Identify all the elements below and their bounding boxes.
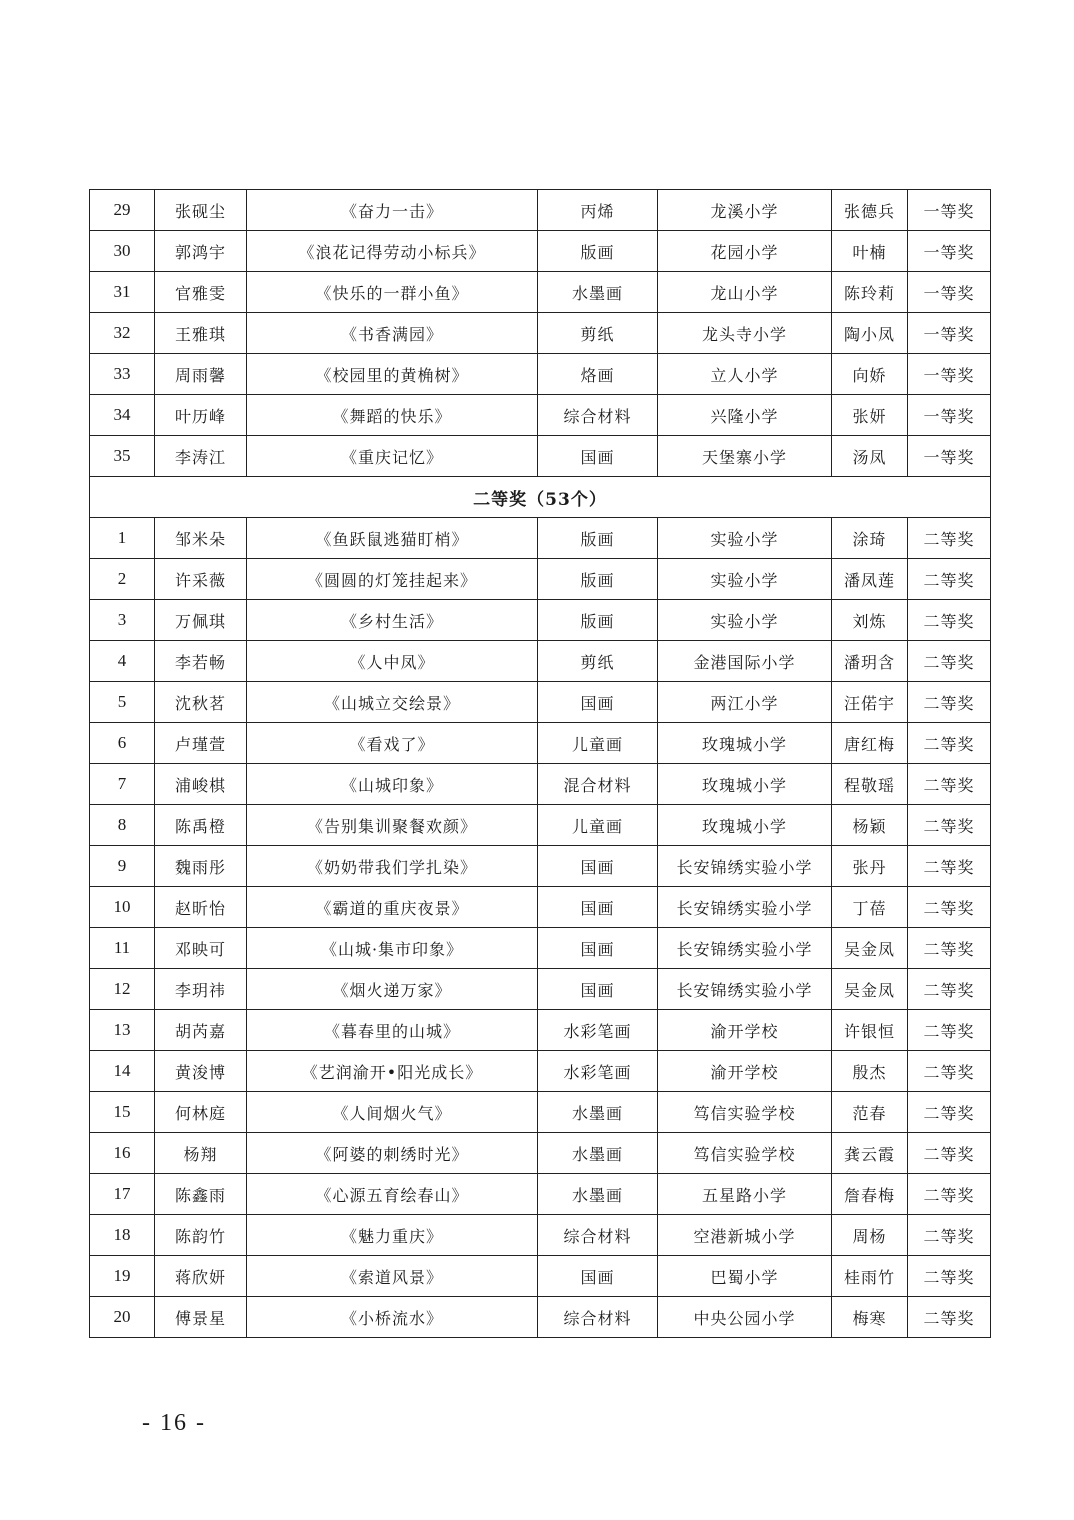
medium-cell: 水墨画 bbox=[538, 272, 658, 313]
school-cell: 玫瑰城小学 bbox=[658, 764, 832, 805]
student-name-cell: 李玥祎 bbox=[155, 969, 247, 1010]
award-level-cell: 二等奖 bbox=[908, 1051, 991, 1092]
medium-cell: 综合材料 bbox=[538, 395, 658, 436]
table-row bbox=[90, 1092, 991, 1133]
row-number-cell: 10 bbox=[90, 887, 155, 928]
teacher-cell: 许银恒 bbox=[832, 1010, 908, 1051]
table-row bbox=[90, 764, 991, 805]
page-number: - 16 - bbox=[142, 1410, 206, 1436]
school-cell: 立人小学 bbox=[658, 354, 832, 395]
row-number-cell: 33 bbox=[90, 354, 155, 395]
teacher-cell: 程敬瑶 bbox=[832, 764, 908, 805]
award-level-cell: 二等奖 bbox=[908, 928, 991, 969]
artwork-title-cell: 《乡村生活》 bbox=[247, 600, 538, 641]
teacher-cell: 龚云霞 bbox=[832, 1133, 908, 1174]
award-level-cell: 二等奖 bbox=[908, 764, 991, 805]
medium-cell: 综合材料 bbox=[538, 1297, 658, 1338]
student-name-cell: 魏雨彤 bbox=[155, 846, 247, 887]
school-cell: 五星路小学 bbox=[658, 1174, 832, 1215]
table-row bbox=[90, 436, 991, 477]
school-cell: 渝开学校 bbox=[658, 1051, 832, 1092]
row-number-cell: 13 bbox=[90, 1010, 155, 1051]
school-cell: 两江小学 bbox=[658, 682, 832, 723]
medium-cell: 剪纸 bbox=[538, 313, 658, 354]
artwork-title-cell: 《山城印象》 bbox=[247, 764, 538, 805]
award-level-cell: 二等奖 bbox=[908, 1297, 991, 1338]
medium-cell: 版画 bbox=[538, 559, 658, 600]
award-level-cell: 二等奖 bbox=[908, 682, 991, 723]
student-name-cell: 卢瑾萱 bbox=[155, 723, 247, 764]
student-name-cell: 周雨馨 bbox=[155, 354, 247, 395]
teacher-cell: 张丹 bbox=[832, 846, 908, 887]
school-cell: 中央公园小学 bbox=[658, 1297, 832, 1338]
row-number-cell: 8 bbox=[90, 805, 155, 846]
table-row bbox=[90, 518, 991, 559]
medium-cell: 国画 bbox=[538, 928, 658, 969]
table-row bbox=[90, 805, 991, 846]
artwork-title-cell: 《魅力重庆》 bbox=[247, 1215, 538, 1256]
row-number-cell: 6 bbox=[90, 723, 155, 764]
award-level-cell: 二等奖 bbox=[908, 1010, 991, 1051]
award-level-cell: 一等奖 bbox=[908, 190, 991, 231]
row-number-cell: 15 bbox=[90, 1092, 155, 1133]
table-row bbox=[90, 231, 991, 272]
award-level-cell: 一等奖 bbox=[908, 395, 991, 436]
student-name-cell: 王雅琪 bbox=[155, 313, 247, 354]
row-number-cell: 19 bbox=[90, 1256, 155, 1297]
artwork-title-cell: 《舞蹈的快乐》 bbox=[247, 395, 538, 436]
medium-cell: 儿童画 bbox=[538, 805, 658, 846]
table-row bbox=[90, 1297, 991, 1338]
table-row bbox=[90, 1256, 991, 1297]
school-cell: 实验小学 bbox=[658, 559, 832, 600]
award-level-cell: 二等奖 bbox=[908, 559, 991, 600]
award-level-cell: 一等奖 bbox=[908, 436, 991, 477]
medium-cell: 水墨画 bbox=[538, 1133, 658, 1174]
teacher-cell: 汪偌宇 bbox=[832, 682, 908, 723]
artwork-title-cell: 《心源五育绘春山》 bbox=[247, 1174, 538, 1215]
table-row bbox=[90, 1215, 991, 1256]
medium-cell: 烙画 bbox=[538, 354, 658, 395]
teacher-cell: 陶小凤 bbox=[832, 313, 908, 354]
row-number-cell: 11 bbox=[90, 928, 155, 969]
medium-cell: 国画 bbox=[538, 969, 658, 1010]
artwork-title-cell: 《重庆记忆》 bbox=[247, 436, 538, 477]
row-number-cell: 1 bbox=[90, 518, 155, 559]
artwork-title-cell: 《奋力一击》 bbox=[247, 190, 538, 231]
table-row bbox=[90, 395, 991, 436]
student-name-cell: 何林庭 bbox=[155, 1092, 247, 1133]
table-row bbox=[90, 1010, 991, 1051]
student-name-cell: 傅景星 bbox=[155, 1297, 247, 1338]
teacher-cell: 潘凤莲 bbox=[832, 559, 908, 600]
artwork-title-cell: 《浪花记得劳动小标兵》 bbox=[247, 231, 538, 272]
award-level-cell: 二等奖 bbox=[908, 600, 991, 641]
student-name-cell: 陈禹橙 bbox=[155, 805, 247, 846]
row-number-cell: 9 bbox=[90, 846, 155, 887]
student-name-cell: 李涛江 bbox=[155, 436, 247, 477]
teacher-cell: 殷杰 bbox=[832, 1051, 908, 1092]
artwork-title-cell: 《告别集训聚餐欢颜》 bbox=[247, 805, 538, 846]
medium-cell: 版画 bbox=[538, 231, 658, 272]
medium-cell: 水彩笔画 bbox=[538, 1010, 658, 1051]
school-cell: 长安锦绣实验小学 bbox=[658, 928, 832, 969]
section-header: 二等奖（53个） bbox=[90, 477, 991, 518]
medium-cell: 国画 bbox=[538, 1256, 658, 1297]
award-level-cell: 二等奖 bbox=[908, 1215, 991, 1256]
award-level-cell: 一等奖 bbox=[908, 231, 991, 272]
medium-cell: 丙烯 bbox=[538, 190, 658, 231]
table-row bbox=[90, 1051, 991, 1092]
artwork-title-cell: 《山城·集市印象》 bbox=[247, 928, 538, 969]
artwork-title-cell: 《阿婆的刺绣时光》 bbox=[247, 1133, 538, 1174]
school-cell: 巴蜀小学 bbox=[658, 1256, 832, 1297]
student-name-cell: 胡芮嘉 bbox=[155, 1010, 247, 1051]
artwork-title-cell: 《人间烟火气》 bbox=[247, 1092, 538, 1133]
row-number-cell: 4 bbox=[90, 641, 155, 682]
table-row bbox=[90, 846, 991, 887]
award-level-cell: 二等奖 bbox=[908, 1174, 991, 1215]
teacher-cell: 周杨 bbox=[832, 1215, 908, 1256]
artwork-title-cell: 《奶奶带我们学扎染》 bbox=[247, 846, 538, 887]
table-row bbox=[90, 354, 991, 395]
school-cell: 龙山小学 bbox=[658, 272, 832, 313]
medium-cell: 水墨画 bbox=[538, 1174, 658, 1215]
award-level-cell: 二等奖 bbox=[908, 518, 991, 559]
row-number-cell: 5 bbox=[90, 682, 155, 723]
table-row bbox=[90, 272, 991, 313]
table-row bbox=[90, 1133, 991, 1174]
teacher-cell: 刘炼 bbox=[832, 600, 908, 641]
award-table bbox=[89, 189, 991, 1338]
student-name-cell: 黄浚博 bbox=[155, 1051, 247, 1092]
medium-cell: 综合材料 bbox=[538, 1215, 658, 1256]
medium-cell: 国画 bbox=[538, 887, 658, 928]
award-level-cell: 一等奖 bbox=[908, 354, 991, 395]
row-number-cell: 2 bbox=[90, 559, 155, 600]
teacher-cell: 梅寒 bbox=[832, 1297, 908, 1338]
artwork-title-cell: 《书香满园》 bbox=[247, 313, 538, 354]
student-name-cell: 赵昕怡 bbox=[155, 887, 247, 928]
table-row bbox=[90, 969, 991, 1010]
row-number-cell: 7 bbox=[90, 764, 155, 805]
school-cell: 实验小学 bbox=[658, 518, 832, 559]
school-cell: 笃信实验学校 bbox=[658, 1133, 832, 1174]
table-row bbox=[90, 600, 991, 641]
teacher-cell: 汤凤 bbox=[832, 436, 908, 477]
award-level-cell: 二等奖 bbox=[908, 969, 991, 1010]
teacher-cell: 唐红梅 bbox=[832, 723, 908, 764]
artwork-title-cell: 《圆圆的灯笼挂起来》 bbox=[247, 559, 538, 600]
teacher-cell: 吴金凤 bbox=[832, 969, 908, 1010]
table-row bbox=[90, 723, 991, 764]
teacher-cell: 杨颖 bbox=[832, 805, 908, 846]
section-header-row bbox=[90, 477, 991, 518]
award-level-cell: 一等奖 bbox=[908, 272, 991, 313]
teacher-cell: 吴金凤 bbox=[832, 928, 908, 969]
award-level-cell: 二等奖 bbox=[908, 846, 991, 887]
school-cell: 天堡寨小学 bbox=[658, 436, 832, 477]
medium-cell: 版画 bbox=[538, 518, 658, 559]
artwork-title-cell: 《山城立交绘景》 bbox=[247, 682, 538, 723]
table-row bbox=[90, 928, 991, 969]
school-cell: 玫瑰城小学 bbox=[658, 805, 832, 846]
teacher-cell: 范春 bbox=[832, 1092, 908, 1133]
student-name-cell: 许采薇 bbox=[155, 559, 247, 600]
row-number-cell: 32 bbox=[90, 313, 155, 354]
award-level-cell: 二等奖 bbox=[908, 1133, 991, 1174]
school-cell: 花园小学 bbox=[658, 231, 832, 272]
medium-cell: 混合材料 bbox=[538, 764, 658, 805]
table-row bbox=[90, 1174, 991, 1215]
school-cell: 笃信实验学校 bbox=[658, 1092, 832, 1133]
teacher-cell: 叶楠 bbox=[832, 231, 908, 272]
row-number-cell: 3 bbox=[90, 600, 155, 641]
artwork-title-cell: 《霸道的重庆夜景》 bbox=[247, 887, 538, 928]
school-cell: 龙溪小学 bbox=[658, 190, 832, 231]
medium-cell: 儿童画 bbox=[538, 723, 658, 764]
school-cell: 兴隆小学 bbox=[658, 395, 832, 436]
artwork-title-cell: 《看戏了》 bbox=[247, 723, 538, 764]
school-cell: 长安锦绣实验小学 bbox=[658, 846, 832, 887]
student-name-cell: 沈秋茗 bbox=[155, 682, 247, 723]
student-name-cell: 浦峻棋 bbox=[155, 764, 247, 805]
medium-cell: 国画 bbox=[538, 436, 658, 477]
row-number-cell: 16 bbox=[90, 1133, 155, 1174]
artwork-title-cell: 《艺润渝开•阳光成长》 bbox=[247, 1051, 538, 1092]
row-number-cell: 35 bbox=[90, 436, 155, 477]
teacher-cell: 涂琦 bbox=[832, 518, 908, 559]
medium-cell: 水彩笔画 bbox=[538, 1051, 658, 1092]
school-cell: 玫瑰城小学 bbox=[658, 723, 832, 764]
award-level-cell: 二等奖 bbox=[908, 805, 991, 846]
school-cell: 长安锦绣实验小学 bbox=[658, 969, 832, 1010]
teacher-cell: 詹春梅 bbox=[832, 1174, 908, 1215]
student-name-cell: 陈鑫雨 bbox=[155, 1174, 247, 1215]
table-row bbox=[90, 190, 991, 231]
medium-cell: 水墨画 bbox=[538, 1092, 658, 1133]
school-cell: 金港国际小学 bbox=[658, 641, 832, 682]
artwork-title-cell: 《烟火递万家》 bbox=[247, 969, 538, 1010]
artwork-title-cell: 《索道风景》 bbox=[247, 1256, 538, 1297]
medium-cell: 剪纸 bbox=[538, 641, 658, 682]
medium-cell: 国画 bbox=[538, 846, 658, 887]
teacher-cell: 陈玲莉 bbox=[832, 272, 908, 313]
artwork-title-cell: 《校园里的黄桷树》 bbox=[247, 354, 538, 395]
student-name-cell: 陈韵竹 bbox=[155, 1215, 247, 1256]
award-level-cell: 一等奖 bbox=[908, 313, 991, 354]
student-name-cell: 李若畅 bbox=[155, 641, 247, 682]
row-number-cell: 30 bbox=[90, 231, 155, 272]
teacher-cell: 张妍 bbox=[832, 395, 908, 436]
student-name-cell: 叶历峰 bbox=[155, 395, 247, 436]
student-name-cell: 郭鸿宇 bbox=[155, 231, 247, 272]
award-level-cell: 二等奖 bbox=[908, 1092, 991, 1133]
medium-cell: 版画 bbox=[538, 600, 658, 641]
award-level-cell: 二等奖 bbox=[908, 887, 991, 928]
row-number-cell: 29 bbox=[90, 190, 155, 231]
row-number-cell: 20 bbox=[90, 1297, 155, 1338]
artwork-title-cell: 《鱼跃鼠逃猫盯梢》 bbox=[247, 518, 538, 559]
artwork-title-cell: 《人中凤》 bbox=[247, 641, 538, 682]
table-row bbox=[90, 887, 991, 928]
teacher-cell: 向娇 bbox=[832, 354, 908, 395]
student-name-cell: 张砚尘 bbox=[155, 190, 247, 231]
row-number-cell: 12 bbox=[90, 969, 155, 1010]
table-row bbox=[90, 641, 991, 682]
student-name-cell: 蒋欣妍 bbox=[155, 1256, 247, 1297]
table-row bbox=[90, 313, 991, 354]
student-name-cell: 官雅雯 bbox=[155, 272, 247, 313]
medium-cell: 国画 bbox=[538, 682, 658, 723]
award-table-body bbox=[90, 190, 991, 1338]
row-number-cell: 18 bbox=[90, 1215, 155, 1256]
row-number-cell: 14 bbox=[90, 1051, 155, 1092]
school-cell: 实验小学 bbox=[658, 600, 832, 641]
teacher-cell: 丁蓓 bbox=[832, 887, 908, 928]
row-number-cell: 17 bbox=[90, 1174, 155, 1215]
teacher-cell: 张德兵 bbox=[832, 190, 908, 231]
teacher-cell: 桂雨竹 bbox=[832, 1256, 908, 1297]
student-name-cell: 万佩琪 bbox=[155, 600, 247, 641]
table-row bbox=[90, 559, 991, 600]
award-level-cell: 二等奖 bbox=[908, 1256, 991, 1297]
row-number-cell: 31 bbox=[90, 272, 155, 313]
artwork-title-cell: 《小桥流水》 bbox=[247, 1297, 538, 1338]
artwork-title-cell: 《快乐的一群小鱼》 bbox=[247, 272, 538, 313]
row-number-cell: 34 bbox=[90, 395, 155, 436]
student-name-cell: 杨翔 bbox=[155, 1133, 247, 1174]
award-level-cell: 二等奖 bbox=[908, 723, 991, 764]
award-level-cell: 二等奖 bbox=[908, 641, 991, 682]
artwork-title-cell: 《暮春里的山城》 bbox=[247, 1010, 538, 1051]
student-name-cell: 邓映可 bbox=[155, 928, 247, 969]
teacher-cell: 潘玥含 bbox=[832, 641, 908, 682]
school-cell: 长安锦绣实验小学 bbox=[658, 887, 832, 928]
table-row bbox=[90, 682, 991, 723]
school-cell: 龙头寺小学 bbox=[658, 313, 832, 354]
school-cell: 渝开学校 bbox=[658, 1010, 832, 1051]
student-name-cell: 邹米朵 bbox=[155, 518, 247, 559]
school-cell: 空港新城小学 bbox=[658, 1215, 832, 1256]
